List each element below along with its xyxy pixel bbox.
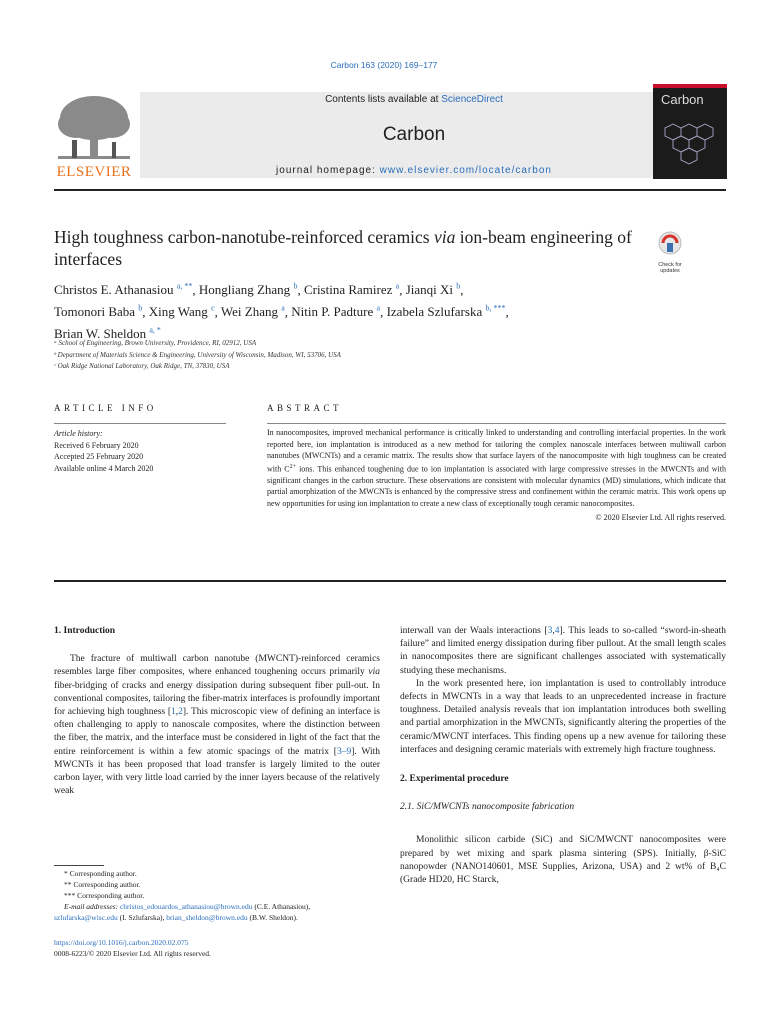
abstract-copyright: © 2020 Elsevier Ltd. All rights reserved. — [595, 513, 726, 523]
body-column-right — [400, 625, 726, 887]
article-info-heading: ARTICLE INFO — [54, 403, 157, 413]
check-for-updates-badge[interactable] — [651, 231, 689, 274]
affiliation: ᶜ Oak Ridge National Laboratory, Oak Ridge, TN, 37830, USA — [54, 362, 230, 370]
email-link[interactable]: brian_sheldon@brown.edu — [166, 913, 248, 922]
email-link[interactable]: szlufarska@wisc.edu — [54, 913, 118, 922]
reference-link[interactable]: 1 — [171, 707, 176, 718]
author[interactable]: Izabela Szlufarska $^{b, ***}$ — [386, 303, 506, 320]
intro-paragraph-1: The fracture of multiwall carbon nanotube (MWCNT)-reinforced ceramics resembles large fiber composites, where enhanced toughening occurs primarily via fiber-bridging of cracks and energy dissipation during subsequent fiber pull-out. In conventional composites, tailoring the fiber-matrix interfaces is profoundly important for achieving high toughness [1,2]. This microscopic view of defining an interface is often challenging to apply to nanoscale composites, where the distinction between the fiber, the matrix, and the interface must be considered in light of the fact that the entire reinforcement is within a few atomic spacings of the matrix [3–9]. With MWCNTs it has been proposed that load transfer is largely limited to the outer carbon layer, with very little load carried by the inner layers because of the relatively weak — [54, 654, 380, 797]
info-rule — [54, 423, 226, 424]
email-link[interactable]: christos_edouardos_athanasiou@brown.edu — [119, 902, 253, 911]
author[interactable]: Tomonori Baba $^b$ — [54, 303, 143, 320]
header-rule — [54, 189, 726, 191]
doi-link[interactable]: https://doi.org/10.1016/j.carbon.2020.02.075 — [54, 938, 189, 947]
fabrication-subheading: 2.1. SiC/MWCNTs nanocomposite fabrication — [400, 802, 575, 813]
title-part: High toughness carbon-nanotube-reinforced ceramics — [54, 227, 434, 247]
received-date: Received 6 February 2020 — [54, 440, 139, 450]
body-column-left — [54, 625, 380, 798]
homepage-prefix: journal homepage: — [276, 165, 380, 176]
abstract-text: In nanocomposites, improved mechanical performance is critically linked to understanding and controlling interfacial properties. In the work reported here, ion implantation is introduced as a new method for tailoring the complex nanoscale interfaces between multiwall carbon nanotubes (MWCNTs) and a ceramic matrix. The results show that surface layers of the nanocomposite with high toughness can be created with C — [267, 428, 726, 474]
author[interactable]: Wei Zhang $^a$ — [220, 303, 285, 320]
cover-title: Carbon — [661, 92, 704, 107]
email-addresses-cont: szlufarska@wisc.edu (I. Szlufarska), brian_sheldon@brown.edu (B.W. Sheldon). — [54, 913, 298, 922]
page-footer — [54, 937, 384, 959]
article-title — [54, 226, 654, 270]
footnote-corresponding: ** Corresponding author. — [64, 880, 141, 889]
abstract-text: ions. This enhanced toughening due to ion implantation is associated with large compressive stresses in the MWCNTs and with significant changes in the carbon structure. These observations are consistent with molecular dynamics (MD) simulations, which indicate that partial amorphization of the MWCNTs is enhanced by the compressive stress and confinement within the ceramic matrix. This work opens up new opportunities for using ion implantation to create a new class of exceptionally tough ceramic nanocomposites. — [267, 464, 726, 508]
author[interactable]: Cristina Ramirez $^a$ — [303, 282, 400, 298]
reference-link[interactable]: 4 — [554, 626, 560, 636]
ion-charge: 2+ — [289, 463, 297, 470]
affiliation: ᵇ Department of Materials Science & Engineering, University of Wisconsin, Madison, WI, 53706, USA — [54, 350, 341, 359]
elsevier-logo[interactable] — [52, 92, 136, 180]
contents-prefix: Contents lists available at — [325, 94, 442, 105]
elsevier-wordmark: ELSEVIER — [56, 164, 132, 180]
experimental-paragraph-1: Monolithic silicon carbide (SiC) and SiC/MWCNT nanocomposites were prepared by wet mixing and spark plasma sintering (SPS). Initially, β-SiC nanopowder (NANO140601, MSE Supplies, Arizona, USA) and 2 wt% of B₄C (Grade HD20, HC Starck, — [400, 835, 726, 886]
email-addresses: E-mail addresses: christos_edouardos_athanasiou@brown.edu (C.E. Athanasiou), — [64, 902, 311, 911]
author[interactable]: Hongliang Zhang $^b$ — [198, 282, 298, 298]
badge-line-1: Check for — [658, 262, 682, 268]
affiliation: ᵃ School of Engineering, Brown University, Providence, RI, 02912, USA — [54, 339, 257, 347]
cover-lattice-icon — [659, 118, 721, 168]
article-history — [54, 428, 226, 474]
author[interactable]: Xing Wang $^c$ — [148, 303, 215, 320]
experimental-heading: 2. Experimental procedure — [400, 774, 509, 785]
contents-line — [140, 94, 688, 105]
journal-masthead — [52, 92, 728, 180]
reference-link[interactable]: 3 — [547, 626, 553, 636]
footnotes — [54, 868, 384, 923]
footnote-corresponding: *** Corresponding author. — [64, 891, 145, 900]
reference-link[interactable]: 3–9 — [336, 746, 352, 757]
author-list: Christos E. Athanasiou $^{a, **}$, Hongliang Zhang $^b$, Cristina Ramirez $^a$, Jianqi Xi $^b$, Tomonori Baba $^b$, Xing Wang $^c$, Wei Zhang $^a$, Nitin P. Padture $^a$, Izabela Szlufarska $^{b, ***}$, Brian W. Sheldon $^{a, *}$ — [54, 282, 509, 341]
journal-name: Carbon — [382, 124, 446, 145]
footnote-rule — [54, 865, 104, 866]
title-italic: via — [434, 227, 456, 247]
history-label: Article history: — [54, 429, 103, 438]
intro-paragraph-2: In the work presented here, ion implantation is used to controllably introduce defects in MWCNTs in a way that leads to an unprecedented increase in fracture toughness. Detailed analysis reveals that ion implantation introduces both swelling and partial amorphization in the MWCNTs, significantly altering the properties of the ceramic/MWCNT interfaces. This finding opens up a new avenue for tailoring these interfaces and designing ceramic materials with extremely high fracture toughness. — [400, 678, 726, 755]
check-updates-icon — [651, 231, 689, 257]
abstract-bottom-rule — [54, 580, 726, 582]
intro-paragraph-1-cont: interwall van der Waals interactions [3,4]. This leads to so-called “sword-in-sheath failure” and limited energy dissipation during fiber pullout. At the small length scales in nanocomposites there are significant challenges associated with systematically studying these mechanisms. — [400, 626, 726, 676]
reference-link[interactable]: 2 — [178, 707, 183, 718]
accepted-date: Accepted 25 February 2020 — [54, 452, 144, 461]
sciencedirect-link[interactable]: ScienceDirect — [441, 94, 503, 105]
introduction-heading: 1. Introduction — [54, 626, 116, 636]
journal-cover-image[interactable] — [653, 84, 727, 179]
badge-line-2: updates — [660, 268, 680, 274]
abstract-body — [267, 427, 726, 524]
abstract-rule — [267, 423, 726, 424]
author[interactable]: Brian W. Sheldon $^{a, *}$ — [54, 325, 161, 341]
footnote-corresponding: * Corresponding author. — [64, 869, 137, 878]
masthead-band — [140, 92, 688, 178]
affiliations — [54, 338, 694, 373]
cover-stripe — [653, 84, 727, 88]
abstract-heading: ABSTRACT — [267, 403, 343, 413]
title-part: ion-beam engineering of interfaces — [54, 227, 632, 269]
author[interactable]: Nitin P. Padture $^a$ — [291, 303, 381, 320]
homepage-line — [140, 165, 688, 176]
journal-homepage-link[interactable]: www.elsevier.com/locate/carbon — [379, 165, 552, 176]
journal-citation-link[interactable]: Carbon 163 (2020) 169–177 — [330, 60, 438, 70]
author[interactable]: Christos E. Athanasiou $^{a, **}$ — [54, 282, 193, 298]
online-date: Available online 4 March 2020 — [54, 463, 154, 473]
author[interactable]: Jianqi Xi $^b$ — [405, 282, 461, 298]
issn-line: 0008-6223/© 2020 Elsevier Ltd. All rights reserved. — [54, 949, 211, 958]
